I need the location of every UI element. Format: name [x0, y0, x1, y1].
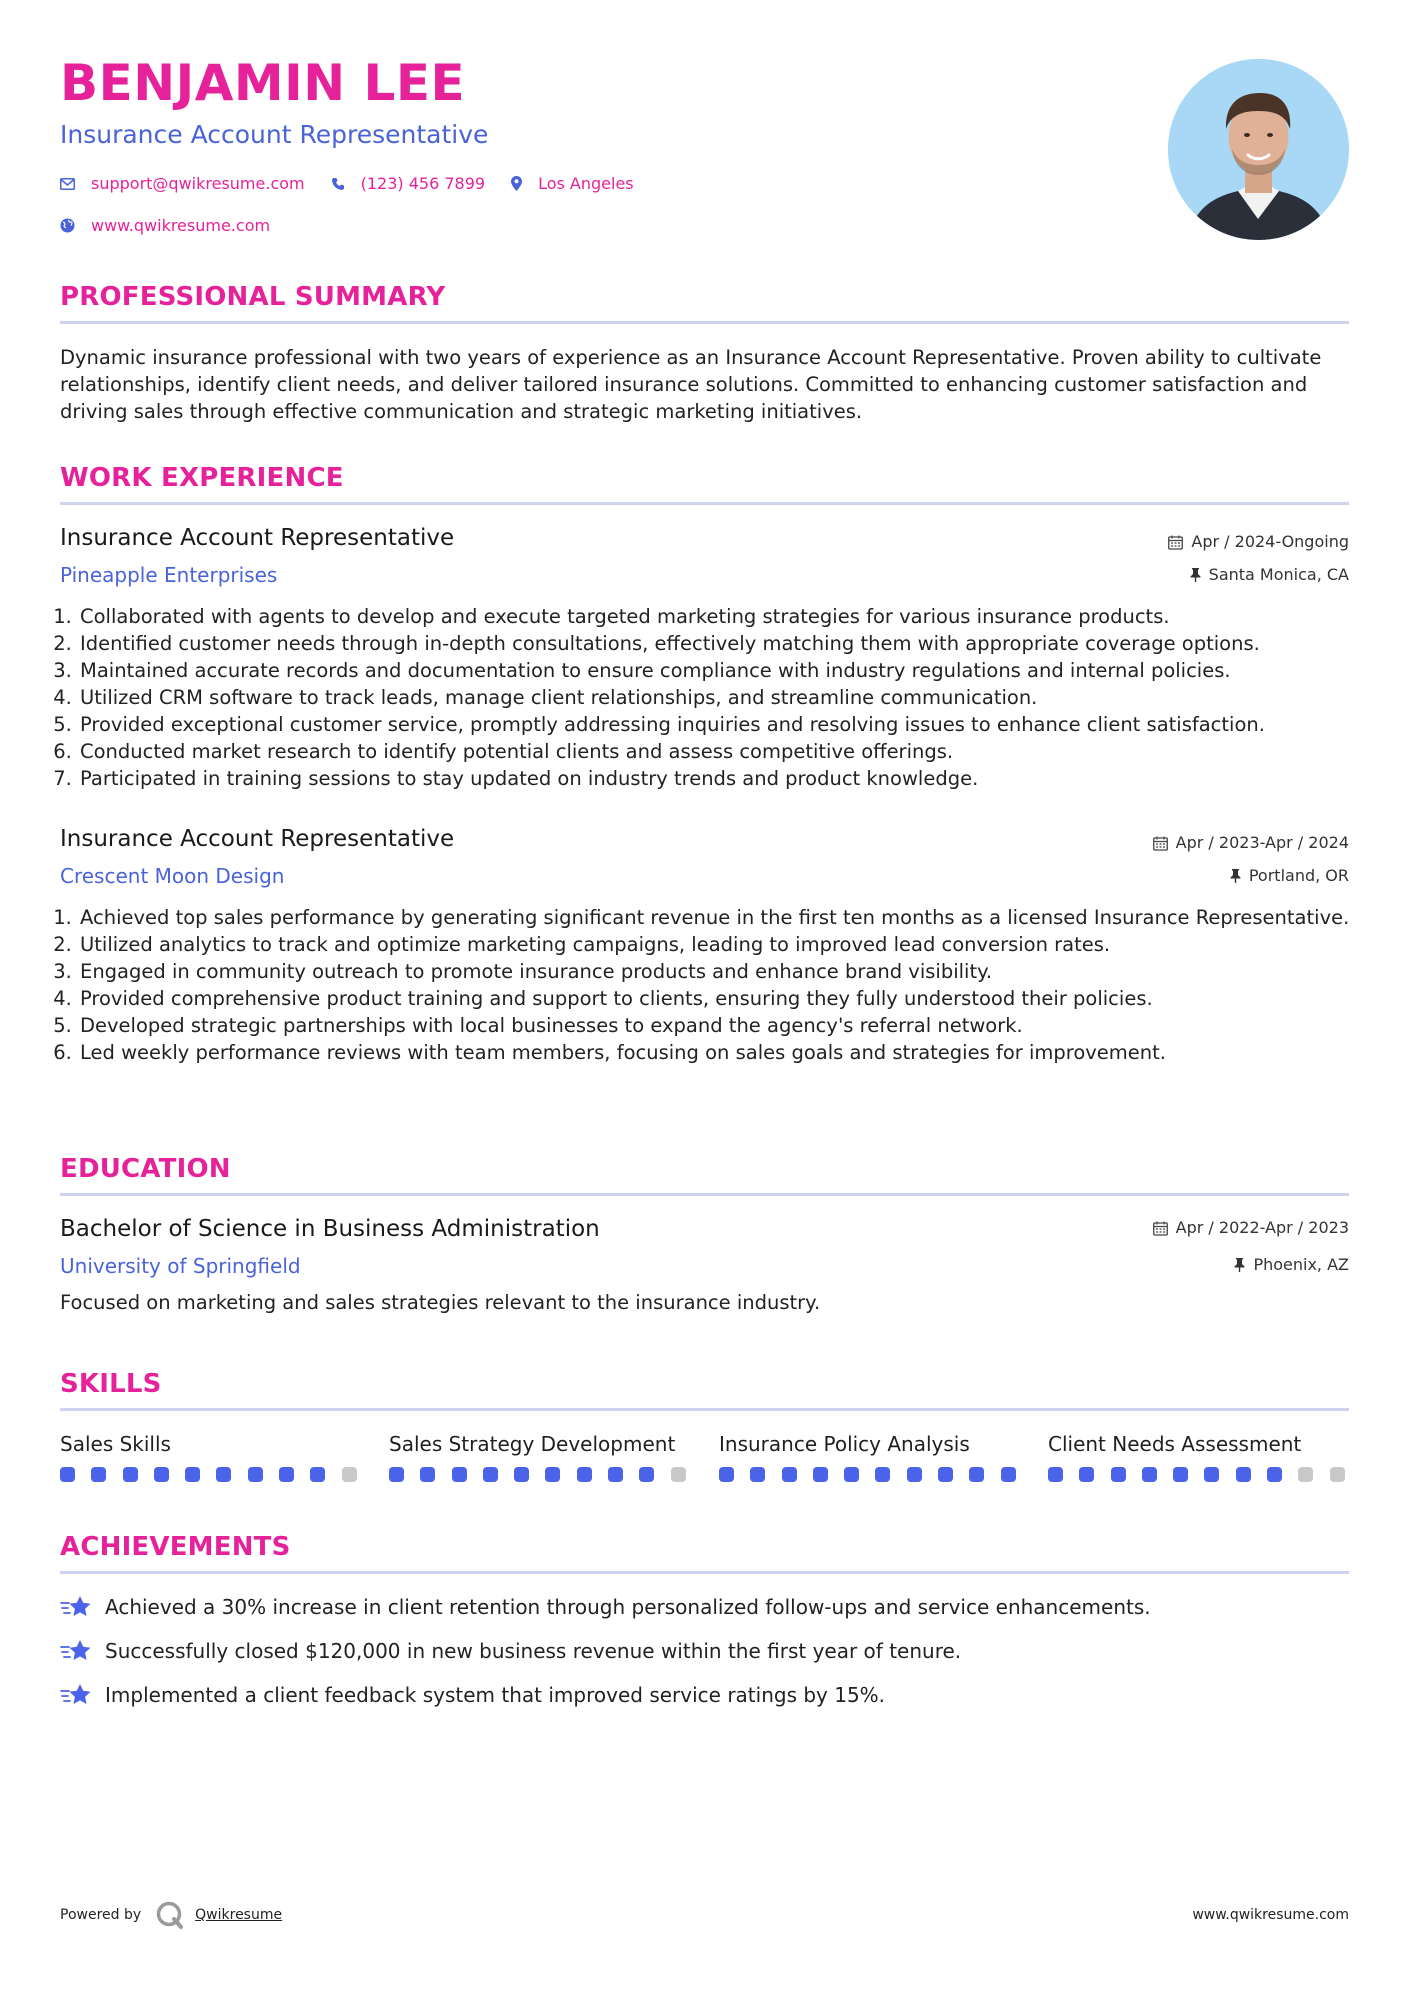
skill-dot-filled: [719, 1467, 734, 1482]
location-text: Portland, OR: [1248, 866, 1349, 885]
list-item: 6. Led weekly performance reviews with team members, focusing on sales goals and strategies for improvement.: [78, 1039, 1367, 1066]
list-item: 5. Provided exceptional customer service, promptly addressing inquiries and resolving issues to enhance client satisfaction.: [78, 711, 1367, 738]
skill-item: [1048, 1434, 1348, 1454]
location-text: Phoenix, AZ: [1253, 1255, 1349, 1274]
list-item: 3. Engaged in community outreach to promote insurance products and enhance brand visibility.: [78, 958, 1367, 985]
map-marker-icon: [511, 176, 522, 191]
job-bullets: [60, 603, 1367, 792]
skill-dot-filled: [154, 1467, 169, 1482]
section-title-skills: SKILLS: [60, 1369, 162, 1399]
list-item: 2. Utilized analytics to track and optimize marketing campaigns, leading to improved lead conversion rates.: [78, 931, 1367, 958]
skill-dot-filled: [907, 1467, 922, 1482]
skill-dot-filled: [750, 1467, 765, 1482]
skill-dot-empty: [342, 1467, 357, 1482]
phone-icon: [331, 177, 345, 191]
contact-email[interactable]: [60, 174, 305, 193]
skill-dot-filled: [639, 1467, 654, 1482]
summary-text: Dynamic insurance professional with two years of experience as an Insurance Account Representative. Proven ability to cultivate relationships, identify client needs, and deliver tailored insurance solutions. Committed to enhancing customer satisfaction and driving sales through effective communication and strategic marketing initiatives.: [60, 346, 1322, 423]
degree-title: Bachelor of Science in Business Administration: [60, 1216, 600, 1242]
avatar-illustration: [1168, 59, 1349, 240]
calendar-icon: [1153, 836, 1168, 851]
calendar-icon: [1168, 535, 1183, 550]
skill-dot-filled: [420, 1467, 435, 1482]
job-bullets: [60, 904, 1367, 1066]
website-text: www.qwikresume.com: [91, 216, 271, 235]
skill-dot-filled: [577, 1467, 592, 1482]
skill-dot-filled: [185, 1467, 200, 1482]
skill-dot-filled: [1236, 1467, 1251, 1482]
skill-dot-filled: [248, 1467, 263, 1482]
skill-name: Insurance Policy Analysis: [719, 1432, 970, 1456]
section-divider: [60, 1571, 1349, 1574]
skill-dot-filled: [1142, 1467, 1157, 1482]
profile-photo: [1168, 59, 1349, 240]
skill-dot-filled: [608, 1467, 623, 1482]
skill-name: Sales Strategy Development: [389, 1432, 676, 1456]
skill-dot-filled: [514, 1467, 529, 1482]
job-location: [1230, 868, 1349, 884]
education-description: Focused on marketing and sales strategies relevant to the insurance industry.: [60, 1291, 821, 1314]
achievement-text: Achieved a 30% increase in client retention through personalized follow-ups and service enhancements.: [105, 1595, 1151, 1619]
star-icon: [60, 1638, 93, 1664]
dates-text: Apr / 2024-Ongoing: [1191, 532, 1349, 551]
dates-text: Apr / 2022-Apr / 2023: [1175, 1218, 1349, 1237]
achievement-item: [60, 1638, 961, 1664]
skill-dot-filled: [279, 1467, 294, 1482]
education-dates: [1153, 1220, 1349, 1236]
list-item: 1. Collaborated with agents to develop and execute targeted marketing strategies for various insurance products.: [78, 603, 1367, 630]
job-title: Insurance Account Representative: [60, 826, 455, 852]
candidate-name: BENJAMIN LEE: [60, 54, 466, 112]
skill-dot-filled: [1079, 1467, 1094, 1482]
pin-icon: [1230, 869, 1241, 883]
footer-powered-by: [60, 1900, 282, 1930]
skill-rating: [60, 1467, 373, 1482]
qwikresume-logo-icon: [155, 1900, 185, 1930]
phone-text: (123) 456 7899: [360, 174, 486, 193]
contact-row-secondary: [60, 216, 296, 235]
skill-dot-filled: [216, 1467, 231, 1482]
school-name: University of Springfield: [60, 1254, 301, 1278]
list-item: 6. Conducted market research to identify potential clients and assess competitive offerings.: [78, 738, 1367, 765]
skill-dot-filled: [452, 1467, 467, 1482]
list-item: 7. Participated in training sessions to stay updated on industry trends and product knowledge.: [78, 765, 1367, 792]
pin-icon: [1234, 1258, 1245, 1272]
section-divider: [60, 1408, 1349, 1411]
skill-dot-filled: [1048, 1467, 1063, 1482]
skill-dot-filled: [1111, 1467, 1126, 1482]
skill-dot-filled: [969, 1467, 984, 1482]
skill-item: [60, 1434, 360, 1454]
skill-name: Sales Skills: [60, 1432, 171, 1456]
calendar-icon: [1153, 1221, 1168, 1236]
candidate-role: Insurance Account Representative: [60, 120, 489, 149]
skill-rating: [389, 1467, 702, 1482]
email-text: support@qwikresume.com: [91, 174, 305, 193]
achievement-item: [60, 1682, 885, 1708]
education-location: [1234, 1257, 1349, 1273]
contact-website[interactable]: [60, 216, 270, 235]
skill-dot-filled: [875, 1467, 890, 1482]
dates-text: Apr / 2023-Apr / 2024: [1175, 833, 1349, 852]
achievement-item: [60, 1594, 1151, 1620]
skill-dot-filled: [310, 1467, 325, 1482]
list-item: 4. Utilized CRM software to track leads, manage client relationships, and streamline communication.: [78, 684, 1367, 711]
powered-by-label: Powered by: [60, 1907, 142, 1923]
section-title-summary: PROFESSIONAL SUMMARY: [60, 282, 446, 312]
location-text: Santa Monica, CA: [1208, 565, 1349, 584]
section-title-experience: WORK EXPERIENCE: [60, 463, 344, 493]
skill-item: [719, 1434, 1019, 1454]
skill-rating: [1048, 1467, 1361, 1482]
skill-dot-filled: [483, 1467, 498, 1482]
skill-dot-filled: [1204, 1467, 1219, 1482]
skill-item: [389, 1434, 689, 1454]
skill-dot-empty: [671, 1467, 686, 1482]
brand-link[interactable]: Qwikresume: [195, 1907, 283, 1923]
skill-dot-filled: [389, 1467, 404, 1482]
job-title: Insurance Account Representative: [60, 525, 455, 551]
job-dates: [1153, 835, 1349, 851]
skill-dot-filled: [844, 1467, 859, 1482]
globe-icon: [60, 218, 75, 233]
section-divider: [60, 321, 1349, 324]
contact-location: [511, 174, 634, 193]
star-icon: [60, 1682, 93, 1708]
company-name: Pineapple Enterprises: [60, 563, 278, 587]
footer-website[interactable]: www.qwikresume.com: [1192, 1907, 1349, 1923]
list-item: 1. Achieved top sales performance by generating significant revenue in the first ten months as a licensed Insurance Representative.: [78, 904, 1367, 931]
job-dates: [1168, 534, 1349, 550]
job-location: [1190, 567, 1349, 583]
contact-row-primary: [60, 174, 660, 193]
skill-rating: [719, 1467, 1032, 1482]
list-item: 2. Identified customer needs through in-depth consultations, effectively matching them with appropriate coverage options.: [78, 630, 1367, 657]
skill-dot-filled: [1001, 1467, 1016, 1482]
achievement-text: Successfully closed $120,000 in new business revenue within the first year of tenure.: [105, 1639, 962, 1663]
skill-dot-filled: [813, 1467, 828, 1482]
list-item: 5. Developed strategic partnerships with local businesses to expand the agency's referral network.: [78, 1012, 1367, 1039]
skill-dot-empty: [1330, 1467, 1345, 1482]
section-title-education: EDUCATION: [60, 1154, 231, 1184]
list-item: 3. Maintained accurate records and documentation to ensure compliance with industry regulations and internal policies.: [78, 657, 1367, 684]
skill-dot-filled: [123, 1467, 138, 1482]
skill-dot-filled: [1173, 1467, 1188, 1482]
envelope-icon: [60, 178, 75, 190]
contact-phone[interactable]: [331, 174, 485, 193]
skill-dot-filled: [1267, 1467, 1282, 1482]
section-divider: [60, 1193, 1349, 1196]
location-text: Los Angeles: [538, 174, 634, 193]
skill-dot-filled: [60, 1467, 75, 1482]
star-icon: [60, 1594, 93, 1620]
skill-dot-filled: [782, 1467, 797, 1482]
skill-dot-filled: [938, 1467, 953, 1482]
skill-dot-empty: [1298, 1467, 1313, 1482]
section-title-achievements: ACHIEVEMENTS: [60, 1532, 291, 1562]
skill-name: Client Needs Assessment: [1048, 1432, 1302, 1456]
pin-icon: [1190, 568, 1201, 582]
skill-dot-filled: [91, 1467, 106, 1482]
skill-dot-filled: [545, 1467, 560, 1482]
company-name: Crescent Moon Design: [60, 864, 285, 888]
achievement-text: Implemented a client feedback system that improved service ratings by 15%.: [105, 1683, 886, 1707]
section-divider: [60, 502, 1349, 505]
list-item: 4. Provided comprehensive product training and support to clients, ensuring they fully understood their policies.: [78, 985, 1367, 1012]
